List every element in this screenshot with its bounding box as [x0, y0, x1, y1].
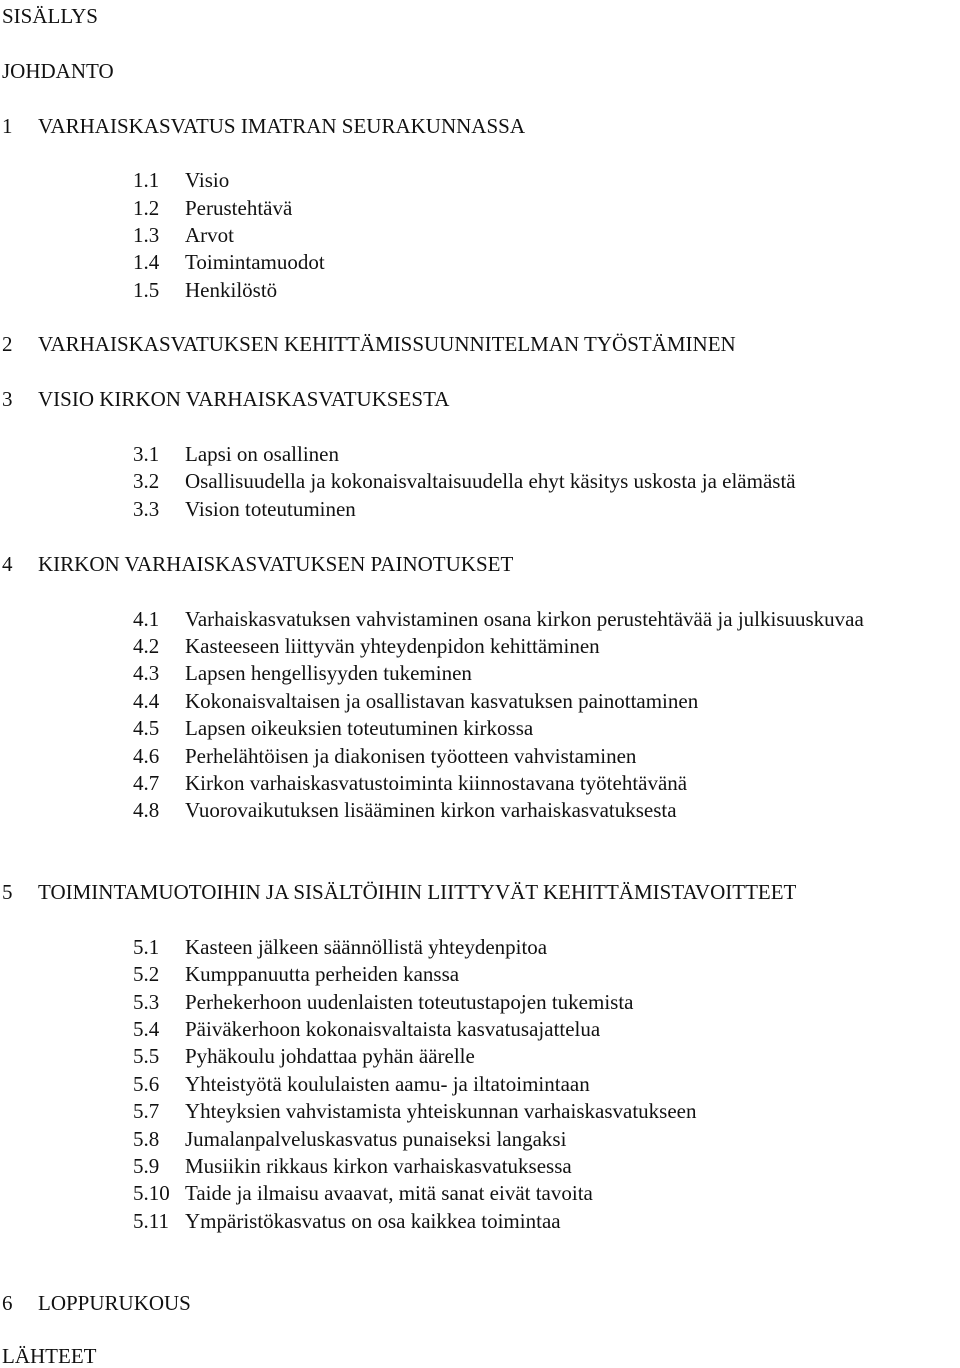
toc-subsection-title: Pyhäkoulu johdattaa pyhän äärelle — [185, 1044, 475, 1068]
toc-subsection-number: 5.2 — [133, 962, 160, 986]
toc-subsection-title: Visio — [185, 168, 230, 192]
toc-subsection-title: Varhaiskasvatuksen vahvistaminen osana kirkon perustehtävää ja julkisuuskuvaa — [185, 607, 864, 631]
toc-subsection-number: 1.5 — [133, 278, 160, 302]
toc-subsection-title: Henkilöstö — [185, 278, 278, 302]
toc-subsection-title: Yhteyksien vahvistamista yhteiskunnan varhaiskasvatukseen — [185, 1099, 697, 1123]
toc-subsection-title: Ympäristökasvatus on osa kaikkea toimintaa — [185, 1209, 561, 1233]
toc-subsection-number: 5.6 — [133, 1072, 160, 1096]
toc-section-number: 6 — [2, 1291, 13, 1315]
toc-section-number: 3 — [2, 387, 13, 411]
toc-subsection-title: Lapsen hengellisyyden tukeminen — [185, 661, 472, 685]
toc-heading: SISÄLLYS — [2, 4, 98, 28]
toc-subsection-title: Osallisuudella ja kokonaisvaltaisuudella ehyt käsitys uskosta ja elämästä — [185, 469, 796, 493]
toc-section-title: TOIMINTAMUOTOIHIN JA SISÄLTÖIHIN LIITTYVÄT KEHITTÄMISTAVOITTEET — [38, 880, 797, 904]
toc-subsection-title: Kumppanuutta perheiden kanssa — [185, 962, 460, 986]
toc-entry-introduction: JOHDANTO — [2, 59, 114, 83]
toc-subsection-number: 5.10 — [133, 1181, 170, 1205]
toc-subsection-title: Taide ja ilmaisu avaavat, mitä sanat eivät tavoita — [185, 1181, 593, 1205]
toc-subsection-title: Yhteistyötä koululaisten aamu- ja iltatoimintaan — [185, 1072, 590, 1096]
toc-subsection-title: Jumalanpalveluskasvatus punaiseksi langaksi — [185, 1127, 567, 1151]
toc-subsection-number: 1.4 — [133, 250, 160, 274]
toc-subsection-number: 5.7 — [133, 1099, 160, 1123]
toc-section-title: LOPPURUKOUS — [38, 1291, 191, 1315]
toc-subsection-number: 5.9 — [133, 1154, 160, 1178]
toc-section-title: VARHAISKASVATUKSEN KEHITTÄMISSUUNNITELMAN TYÖSTÄMINEN — [38, 332, 736, 356]
toc-entry-references: LÄHTEET — [2, 1344, 97, 1368]
toc-subsection-title: Perhelähtöisen ja diakonisen työotteen vahvistaminen — [185, 744, 637, 768]
toc-subsection-number: 1.2 — [133, 196, 160, 220]
toc-subsection-title: Lapsen oikeuksien toteutuminen kirkossa — [185, 716, 534, 740]
toc-subsection-title: Vision toteutuminen — [185, 497, 356, 521]
toc-subsection-title: Arvot — [185, 223, 234, 247]
toc-subsection-number: 5.11 — [133, 1209, 169, 1233]
toc-subsection-title: Musiikin rikkaus kirkon varhaiskasvatuksessa — [185, 1154, 572, 1178]
toc-subsection-number: 4.2 — [133, 634, 160, 658]
toc-subsection-number: 1.3 — [133, 223, 160, 247]
toc-subsection-number: 4.7 — [133, 771, 160, 795]
toc-section-title: VARHAISKASVATUS IMATRAN SEURAKUNNASSA — [38, 114, 525, 138]
toc-subsection-title: Kirkon varhaiskasvatustoiminta kiinnostavana työtehtävänä — [185, 771, 688, 795]
toc-subsection-title: Perustehtävä — [185, 196, 293, 220]
toc-section-number: 2 — [2, 332, 13, 356]
toc-subsection-number: 5.3 — [133, 990, 160, 1014]
toc-subsection-number: 1.1 — [133, 168, 160, 192]
toc-subsection-number: 3.3 — [133, 497, 160, 521]
toc-section-title: KIRKON VARHAISKASVATUKSEN PAINOTUKSET — [38, 552, 514, 576]
toc-subsection-number: 5.5 — [133, 1044, 160, 1068]
toc-section-title: VISIO KIRKON VARHAISKASVATUKSESTA — [38, 387, 450, 411]
toc-subsection-number: 4.8 — [133, 798, 160, 822]
toc-subsection-title: Lapsi on osallinen — [185, 442, 339, 466]
toc-subsection-number: 4.5 — [133, 716, 160, 740]
toc-subsection-title: Päiväkerhoon kokonaisvaltaista kasvatusajattelua — [185, 1017, 601, 1041]
toc-subsection-number: 5.8 — [133, 1127, 160, 1151]
toc-subsection-number: 4.6 — [133, 744, 160, 768]
toc-subsection-number: 4.1 — [133, 607, 160, 631]
toc-subsection-number: 5.1 — [133, 935, 160, 959]
toc-subsection-number: 4.4 — [133, 689, 160, 713]
toc-subsection-number: 4.3 — [133, 661, 160, 685]
toc-section-number: 5 — [2, 880, 13, 904]
toc-subsection-title: Perhekerhoon uudenlaisten toteutustapojen tukemista — [185, 990, 634, 1014]
toc-subsection-number: 3.1 — [133, 442, 160, 466]
toc-subsection-number: 5.4 — [133, 1017, 160, 1041]
toc-subsection-title: Toimintamuodot — [185, 250, 325, 274]
toc-subsection-number: 3.2 — [133, 469, 160, 493]
toc-section-number: 1 — [2, 114, 13, 138]
toc-section-number: 4 — [2, 552, 13, 576]
toc-subsection-title: Kokonaisvaltaisen ja osallistavan kasvatuksen painottaminen — [185, 689, 699, 713]
toc-subsection-title: Kasteen jälkeen säännöllistä yhteydenpitoa — [185, 935, 548, 959]
toc-subsection-title: Vuorovaikutuksen lisääminen kirkon varhaiskasvatuksesta — [185, 798, 677, 822]
toc-subsection-title: Kasteeseen liittyvän yhteydenpidon kehittäminen — [185, 634, 600, 658]
